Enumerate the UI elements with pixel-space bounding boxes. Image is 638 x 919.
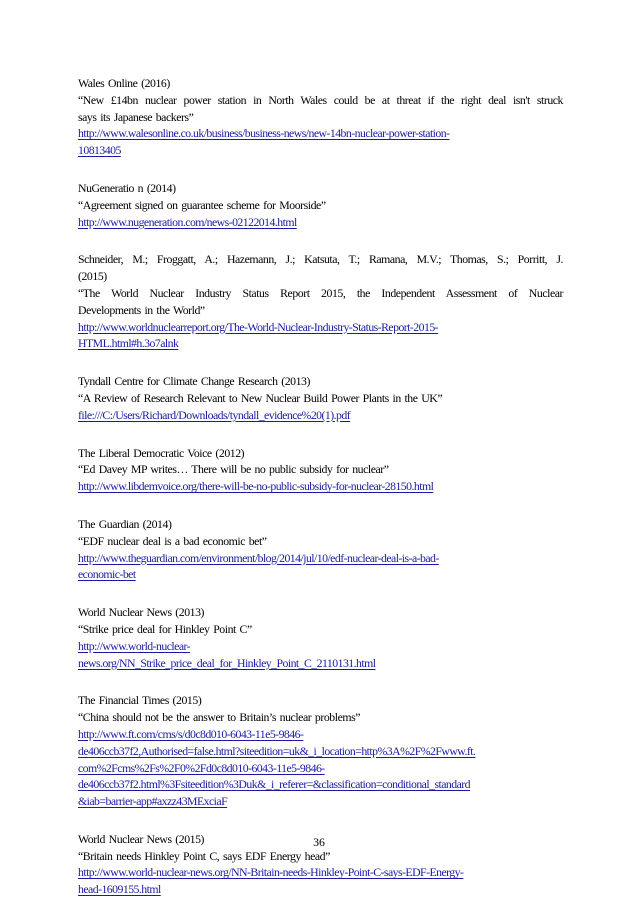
reference-entry bbox=[78, 445, 563, 495]
reference-author: The Guardian (2014) bbox=[78, 516, 172, 531]
reference-author: World Nuclear News (2013) bbox=[78, 605, 205, 620]
reference-entry bbox=[78, 516, 563, 583]
reference-link[interactable]: file:///C:/Users/Richard/Downloads/tyndall_evidence%20(1).pdf bbox=[78, 407, 351, 422]
reference-title: “Agreement signed on guarantee scheme for Moorside” bbox=[78, 197, 326, 212]
reference-title: “New £14bn nuclear power station in North Wales could be at threat if the right deal isn't struck bbox=[78, 92, 563, 107]
reference-title: “A Review of Research Relevant to New Nuclear Build Power Plants in the UK” bbox=[78, 390, 443, 405]
reference-link[interactable]: head-1609155.html bbox=[78, 882, 161, 897]
reference-list bbox=[78, 75, 563, 919]
reference-author: Wales Online (2016) bbox=[78, 76, 170, 90]
reference-link[interactable]: com%2Fcms%2Fs%2F0%2Fd0c8d010-6043-11e5-9846- bbox=[78, 760, 325, 775]
reference-author: (2015) bbox=[78, 269, 107, 284]
reference-link[interactable]: http://www.world-nuclear-news.org/NN-Britain-needs-Hinkley-Point-C-says-EDF-Energy- bbox=[78, 865, 464, 880]
reference-link[interactable]: de406ccb37f2,Authorised=false.html?siteedition=uk&_i_location=http%3A%2F%2Fwww.ft. bbox=[78, 743, 476, 758]
reference-link[interactable]: http://www.world-nuclear- bbox=[78, 638, 191, 653]
reference-author: World Nuclear News (2015) bbox=[78, 831, 205, 846]
reference-title: Developments in the World” bbox=[78, 302, 205, 317]
reference-title: “The World Nuclear Industry Status Report 2015, the Independent Assessment of Nuclear bbox=[78, 285, 563, 300]
reference-entry bbox=[78, 373, 563, 423]
reference-link[interactable]: economic-bet bbox=[78, 567, 136, 582]
reference-title: “Britain needs Hinkley Point C, says EDF Energy head” bbox=[78, 848, 330, 863]
reference-link[interactable]: http://www.theguardian.com/environment/blog/2014/jul/10/edf-nuclear-deal-is-a-bad- bbox=[78, 550, 439, 565]
reference-entry bbox=[78, 604, 563, 671]
reference-title: “EDF nuclear deal is a bad economic bet” bbox=[78, 533, 267, 548]
reference-title: “Strike price deal for Hinkley Point C” bbox=[78, 621, 252, 636]
reference-link[interactable]: http://www.walesonline.co.uk/business/business-news/new-14bn-nuclear-power-station- bbox=[78, 126, 450, 141]
reference-link[interactable]: http://www.nugeneration.com/news-02122014.html bbox=[78, 214, 297, 229]
reference-entry bbox=[78, 180, 563, 230]
reference-link[interactable]: 10813405 bbox=[78, 143, 121, 158]
reference-link[interactable]: http://www.worldnuclearreport.org/The-World-Nuclear-Industry-Status-Report-2015- bbox=[78, 319, 439, 334]
reference-author: Schneider, M.; Froggatt, A.; Hazemann, J.; Katsuta, T.; Ramana, M.V.; Thomas, S.; Porritt, J. bbox=[78, 252, 563, 267]
reference-link[interactable]: news.org/NN_Strike_price_deal_for_Hinkley_Point_C_2110131.html bbox=[78, 655, 376, 670]
reference-link[interactable]: HTML.html#h.3o7alnk bbox=[78, 336, 179, 351]
reference-link[interactable]: http://www.ft.com/cms/s/d0c8d010-6043-11e5-9846- bbox=[78, 726, 304, 741]
reference-link[interactable]: &iab=barrier-app#axzz43MExciaF bbox=[78, 794, 228, 809]
reference-entry bbox=[78, 692, 563, 810]
reference-author: NuGeneratio n (2014) bbox=[78, 180, 176, 195]
page-number: 36 bbox=[313, 835, 325, 849]
reference-link[interactable]: de406ccb37f2.html%3Fsiteedition%3Duk&_i_referer=&classification=conditional_standard bbox=[78, 777, 471, 792]
reference-author: The Financial Times (2015) bbox=[78, 693, 202, 708]
reference-entry bbox=[78, 75, 563, 159]
reference-link[interactable]: http://www.libdemvoice.org/there-will-be-no-public-subsidy-for-nuclear-28150.html bbox=[78, 479, 434, 494]
reference-title: “China should not be the answer to Britain’s nuclear problems” bbox=[78, 710, 361, 725]
reference-author: The Liberal Democratic Voice (2012) bbox=[78, 445, 245, 460]
reference-title: says its Japanese backers” bbox=[78, 109, 194, 124]
reference-author: Tyndall Centre for Climate Change Research (2013) bbox=[78, 374, 310, 389]
reference-entry bbox=[78, 251, 563, 352]
reference-title: “Ed Davey MP writes… There will be no public subsidy for nuclear” bbox=[78, 462, 389, 477]
